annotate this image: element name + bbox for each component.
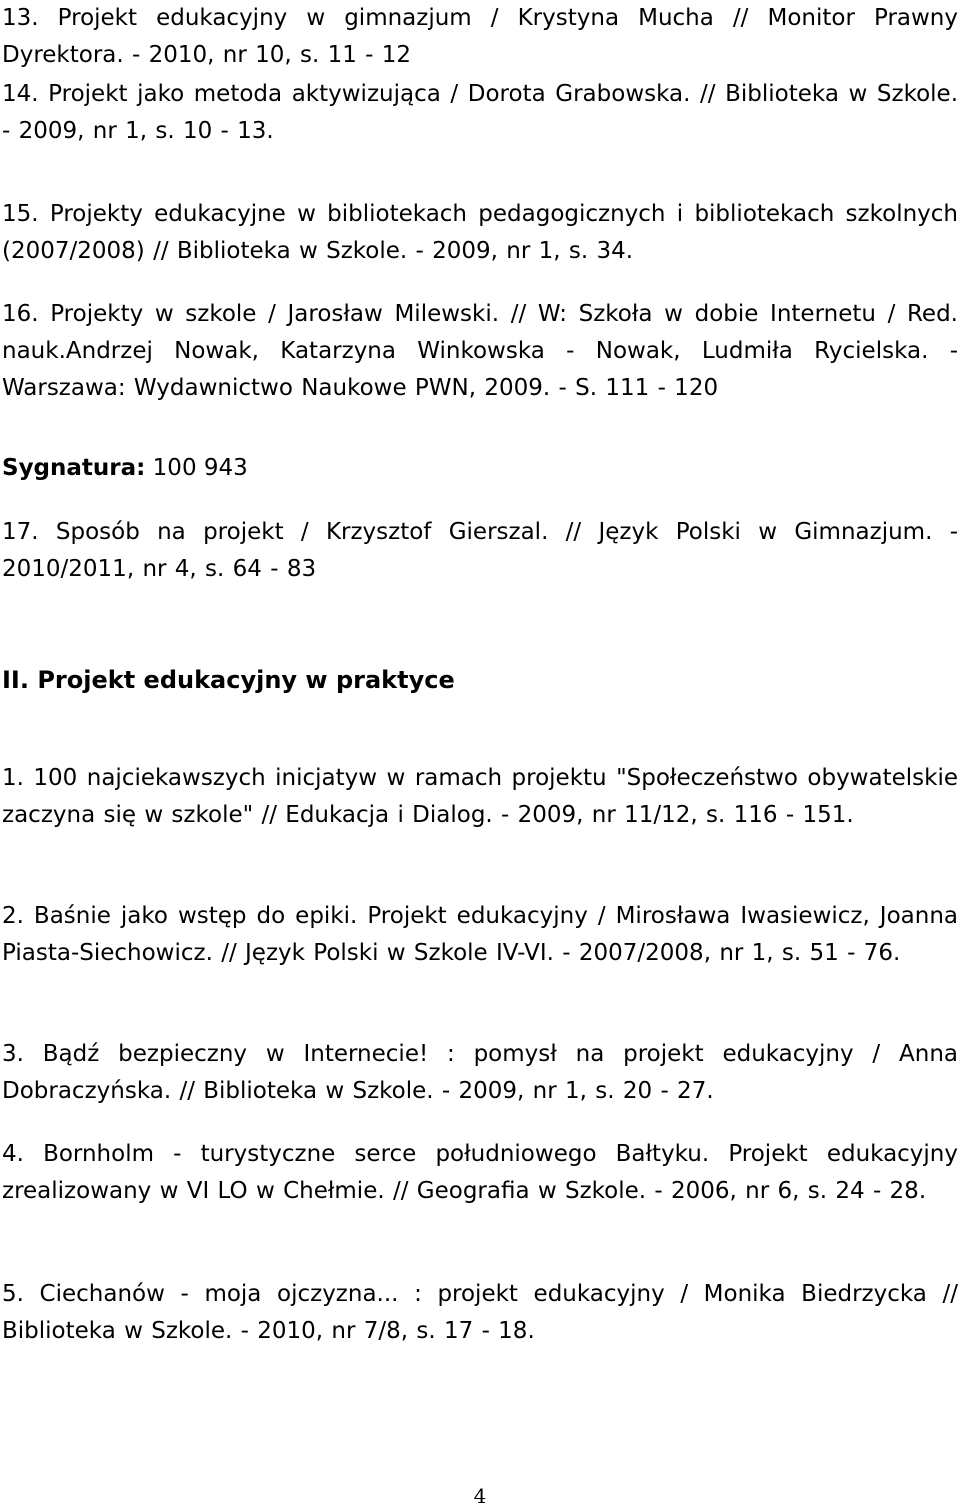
bibliography-entry-16	[2, 296, 958, 407]
page-number: 4	[473, 1484, 487, 1508]
bibliography-entry-17	[2, 514, 958, 588]
entry-text: 17. Sposób na projekt / Krzysztof Gierszal. // Język Polski w Gimnazjum. - 2010/2011, nr 4, s. 64 - 83	[2, 519, 958, 582]
section-entry-3	[2, 1036, 958, 1110]
entry-text: 3. Bądź bezpieczny w Internecie! : pomysł na projekt edukacyjny / Anna Dobraczyńska. // Biblioteka w Szkole. - 2009, nr 1, s. 20 - 27.	[2, 1041, 958, 1104]
entry-text: 5. Ciechanów - moja ojczyzna... : projekt edukacyjny / Monika Biedrzycka // Biblioteka w Szkole. - 2010, nr 7/8, s. 17 - 18.	[2, 1281, 958, 1344]
bibliography-entry-15	[2, 196, 958, 270]
entry-text: 14. Projekt jako metoda aktywizująca / Dorota Grabowska. // Biblioteka w Szkole. - 2009, nr 1, s. 10 - 13.	[2, 81, 958, 144]
entry-text: 2. Baśnie jako wstęp do epiki. Projekt edukacyjny / Mirosława Iwasiewicz, Joanna Piasta-Siechowicz. // Język Polski w Szkole IV-VI. - 2007/2008, nr 1, s. 51 - 76.	[2, 903, 958, 966]
signature-value: 100 943	[152, 455, 248, 481]
entry-text: 13. Projekt edukacyjny w gimnazjum / Krystyna Mucha // Monitor Prawny Dyrektora. - 2010, nr 10, s. 11 - 12	[2, 5, 958, 68]
bibliography-entry-13	[2, 0, 958, 74]
bibliography-entry-14	[2, 76, 958, 150]
section-entry-4	[2, 1136, 958, 1210]
section-heading: II. Projekt edukacyjny w praktyce	[2, 666, 455, 694]
section-entry-2	[2, 898, 958, 972]
entry-text: 1. 100 najciekawszych inicjatyw w ramach projektu "Społeczeństwo obywatelskie zaczyna się w szkole" // Edukacja i Dialog. - 2009, nr 11/12, s. 116 - 151.	[2, 765, 958, 828]
entry-text: 15. Projekty edukacyjne w bibliotekach pedagogicznych i bibliotekach szkolnych (2007/2008) // Biblioteka w Szkole. - 2009, nr 1, s. 34.	[2, 201, 958, 264]
section-entry-5	[2, 1276, 958, 1350]
entry-text: 4. Bornholm - turystyczne serce południowego Bałtyku. Projekt edukacyjny zrealizowany w VI LO w Chełmie. // Geografia w Szkole. - 2006, nr 6, s. 24 - 28.	[2, 1141, 958, 1204]
signature-label: Sygnatura:	[2, 455, 146, 481]
signature-line	[2, 450, 248, 487]
section-entry-1	[2, 760, 958, 834]
entry-text: 16. Projekty w szkole / Jarosław Milewski. // W: Szkoła w dobie Internetu / Red. nauk.Andrzej Nowak, Katarzyna Winkowska - Nowak, Ludmiła Rycielska. - Warszawa: Wydawnictwo Naukowe PWN, 2009. - S. 111 - 120	[2, 301, 958, 401]
